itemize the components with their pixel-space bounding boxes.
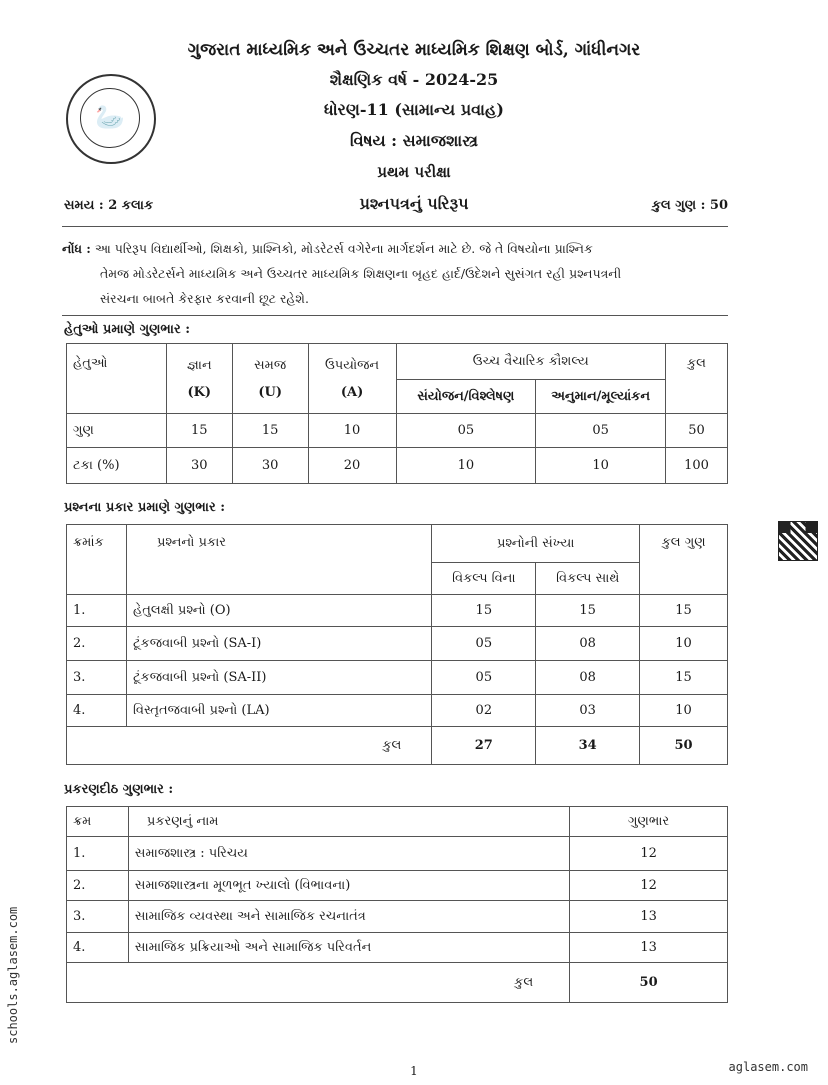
cell: 50 [666, 414, 728, 448]
table-row [67, 595, 728, 627]
header-weightage: ગુણભાર [570, 807, 728, 837]
side-watermark: schools.aglasem.com [6, 906, 20, 1044]
cell: 50 [570, 963, 728, 1003]
header-hots: ઉચ્ચ વૈચારિક કૌશલ્ય [396, 344, 666, 380]
header-without-option: વિકલ્પ વિના [432, 563, 536, 595]
cell: હેતુલક્ષી પ્રશ્નો (O) [126, 595, 431, 627]
divider [62, 226, 728, 227]
table-row [67, 661, 728, 695]
cell: 2. [67, 627, 127, 661]
note-line-1: આ પરિરૂપ વિદ્યાર્થીઓ, શિક્ષકો, પ્રાશ્નિકો, મોડરેટર્સ વગેરેના માર્ગદર્શન માટે છે. જે તે વિષયોના પ્રાશ્નિક [94, 241, 593, 256]
header-with-option: વિકલ્પ સાથે [536, 563, 640, 595]
cell: 30 [232, 448, 308, 484]
cell: 05 [432, 661, 536, 695]
cell: 34 [536, 727, 640, 765]
cell: 3. [67, 661, 127, 695]
footer-site: aglasem.com [728, 1060, 808, 1074]
table-row [67, 871, 728, 901]
header-analysis: સંયોજન/વિશ્લેષણ [396, 380, 536, 414]
cell: 12 [570, 837, 728, 871]
note-line-2: તેમજ મોડરેટર્સને માધ્યમિક અને ઉચ્ચતર માધ્યમિક શિક્ષણના બૃહદ હાર્દ/ઉદેશને સુસંગત રહી પ્રશ્નપત્રની [100, 266, 622, 281]
cell: 1. [67, 595, 127, 627]
chapter-table [66, 806, 728, 1003]
cell: 12 [570, 871, 728, 901]
cell: સામાજિક પ્રક્રિયાઓ અને સામાજિક પરિવર્તન [128, 933, 569, 963]
cell: 100 [666, 448, 728, 484]
cell: 27 [432, 727, 536, 765]
cell: 02 [432, 695, 536, 727]
cell: 15 [166, 414, 232, 448]
cell: 15 [536, 595, 640, 627]
cell: 2. [67, 871, 129, 901]
cell: સમાજશાસ્ત્ર : પરિચય [128, 837, 569, 871]
cell: 08 [536, 627, 640, 661]
note-label: નોંધ : [62, 241, 91, 256]
cell: 20 [308, 448, 396, 484]
header-application: ઉપયોજન (A) [308, 344, 396, 414]
cell [67, 727, 127, 765]
cell: 10 [640, 695, 728, 727]
chapter-table-title: પ્રકરણદીઠ ગુણભાર : [64, 782, 174, 797]
header-question-type: પ્રશ્નનો પ્રકાર [126, 525, 431, 595]
exam-name: પ્રથમ પરીક્ષા [377, 163, 451, 181]
cell: ટૂંકજવાબી પ્રશ્નો (SA-I) [126, 627, 431, 661]
table-row [67, 837, 728, 871]
cell: ટૂંકજવાબી પ્રશ્નો (SA-II) [126, 661, 431, 695]
cell: 10 [640, 627, 728, 661]
divider [62, 315, 728, 316]
header-understanding: સમજ (U) [232, 344, 308, 414]
cell: 13 [570, 933, 728, 963]
header-evaluation: અનુમાન/મૂલ્યાંકન [536, 380, 666, 414]
academic-year: શૈક્ષણિક વર્ષ - 2024-25 [329, 70, 499, 89]
total-label: કુલ [128, 963, 569, 1003]
board-name: ગુજરાત માધ્યમિક અને ઉચ્ચતર માધ્યમિક શિક્ષણ બોર્ડ, ગાંધીનગર [187, 40, 641, 60]
cell: 15 [640, 595, 728, 627]
cell [67, 963, 129, 1003]
cell: 15 [232, 414, 308, 448]
header-chapter-name: પ્રકરણનું નામ [128, 807, 569, 837]
header-objective: હેતુઓ [67, 344, 167, 414]
cell: 30 [166, 448, 232, 484]
cell: 10 [536, 448, 666, 484]
cell: વિસ્તૃતજવાબી પ્રશ્નો (LA) [126, 695, 431, 727]
header-serial: ક્રમાંક [67, 525, 127, 595]
total-marks: કુલ ગુણ : 50 [651, 198, 728, 213]
cell: 13 [570, 901, 728, 933]
cell: 03 [536, 695, 640, 727]
cell: 05 [536, 414, 666, 448]
row-label: ટકા (%) [67, 448, 167, 484]
header-total: કુલ [666, 344, 728, 414]
total-row [67, 963, 728, 1003]
qr-code-icon [778, 521, 818, 561]
qtype-table-title: પ્રશ્નના પ્રકાર પ્રમાણે ગુણભાર : [64, 500, 226, 515]
cell: 4. [67, 933, 129, 963]
table-row [67, 901, 728, 933]
subject: વિષય : સમાજશાસ્ત્ર [349, 131, 478, 150]
cell: 15 [640, 661, 728, 695]
header-total-marks: કુલ ગુણ [640, 525, 728, 595]
cell: 08 [536, 661, 640, 695]
table-row [67, 627, 728, 661]
cell: 1. [67, 837, 129, 871]
standard: ધોરણ-11 (સામાન્ય પ્રવાહ) [324, 100, 504, 119]
note-block [62, 236, 732, 311]
table-row [67, 448, 728, 484]
cell: 10 [396, 448, 536, 484]
blueprint-title: પ્રશ્નપત્રનું પરિરૂપ [359, 194, 469, 213]
objective-table [66, 343, 728, 484]
header-serial: ક્રમ [67, 807, 129, 837]
cell: 15 [432, 595, 536, 627]
cell: 05 [432, 627, 536, 661]
row-label: ગુણ [67, 414, 167, 448]
note-line-3: સંરચના બાબતે કેરફાર કરવાની છૂટ રહેશે. [100, 291, 309, 306]
cell: સામાજિક વ્યવસ્થા અને સામાજિક રચનાતંત્ર [128, 901, 569, 933]
table-row [67, 695, 728, 727]
cell: 10 [308, 414, 396, 448]
cell: 3. [67, 901, 129, 933]
cell: 50 [640, 727, 728, 765]
cell: 4. [67, 695, 127, 727]
qtype-table [66, 524, 728, 765]
cell: 05 [396, 414, 536, 448]
swan-icon: 🦢 [95, 103, 125, 131]
total-label: કુલ [126, 727, 431, 765]
total-row [67, 727, 728, 765]
exam-time: સમય : 2 કલાક [64, 198, 154, 213]
header-question-count: પ્રશ્નોની સંખ્યા [432, 525, 640, 563]
page-number: 1 [410, 1064, 418, 1078]
table-row [67, 414, 728, 448]
table-row [67, 933, 728, 963]
header-knowledge: જ્ઞાન (K) [166, 344, 232, 414]
objective-table-title: હેતુઓ પ્રમાણે ગુણભાર : [64, 322, 191, 337]
cell: સમાજશાસ્ત્રના મૂળભૂત ખ્યાલો (વિભાવના) [128, 871, 569, 901]
